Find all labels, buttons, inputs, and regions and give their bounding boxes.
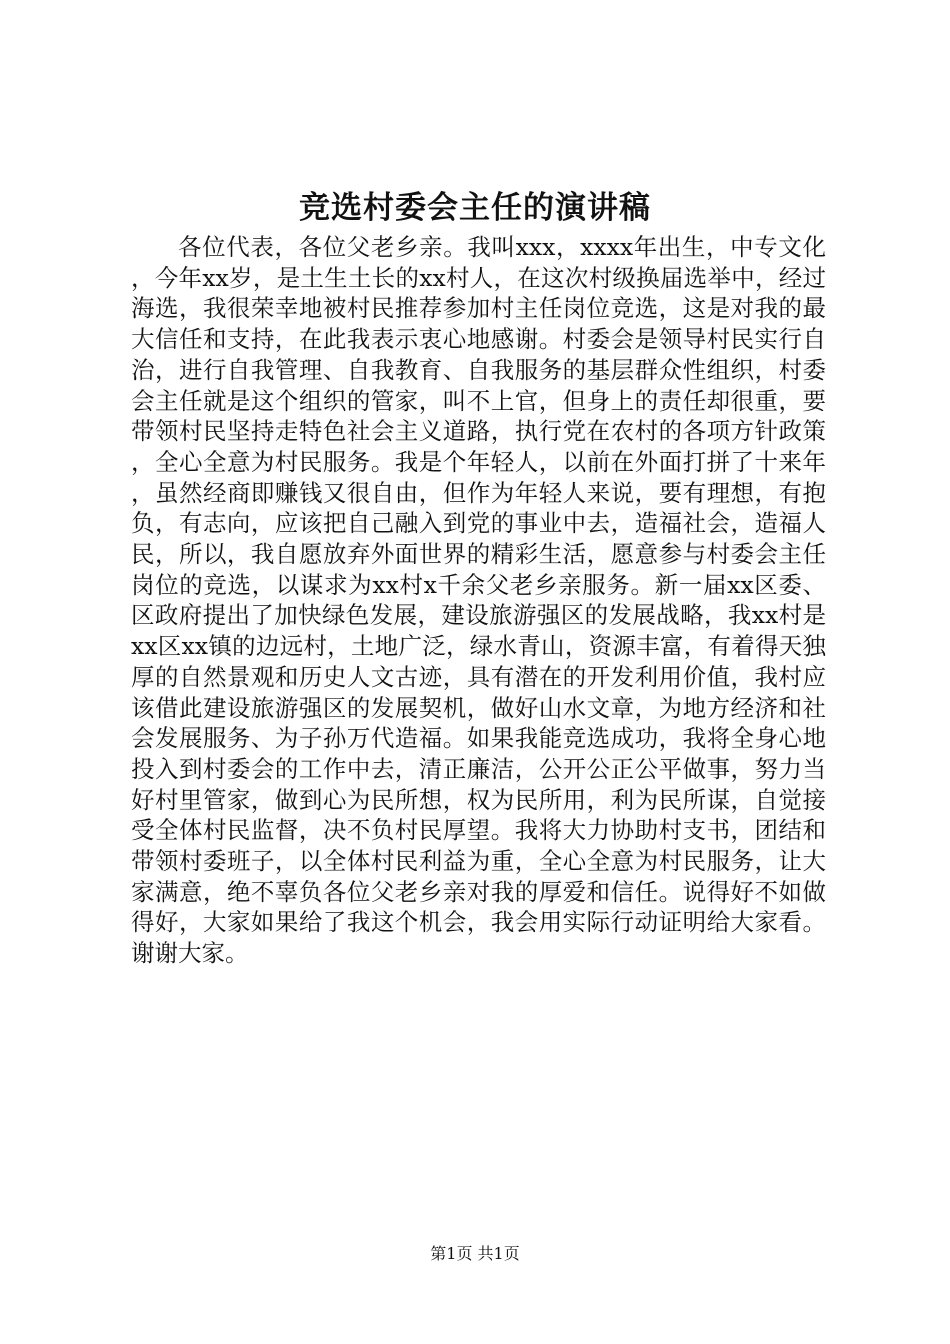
page-number-footer: 第1页 共1页 xyxy=(430,1244,520,1263)
speech-body-paragraph: 各位代表，各位父老乡亲。我叫xxx，xxxx年出生，中专文化，今年xx岁，是土生土长的xx村人，在这次村级换届选举中，经过海选，我很荣幸地被村民推荐参加村主任岗位竞选，这是对我的最大信任和支持，在此我表示衷心地感谢。村委会是领导村民实行自治，进行自我管理、自我教育、自我服务的基层群众性组织，村委会主任就是这个组织的管家，叫不上官，但身上的责任却很重，要带领村民坚持走特色社会主义道路，执行党在农村的各项方针政策，全心全意为村民服务。我是个年轻人，以前在外面打拼了十来年，虽然经商即赚钱又很自由，但作为年轻人来说，要有理想，有抱负，有志向，应该把自己融入到党的事业中去，造福社会，造福人民，所以，我自愿放弃外面世界的精彩生活，愿意参与村委会主任岗位的竞选，以谋求为xx村x千余父老乡亲服务。新一届xx区委、区政府提出了加快绿色发展，建设旅游强区的发展战略，我xx村是xx区xx镇的边远村，土地广泛，绿水青山，资源丰富，有着得天独厚的自然景观和历史人文古迹，具有潜在的开发利用价值，我村应该借此建设旅游强区的发展契机，做好山水文章，为地方经济和社会发展服务、为子孙万代造福。如果我能竞选成功，我将全身心地投入到村委会的工作中去，清正廉洁，公开公正公平做事，努力当好村里管家，做到心为民所想，权为民所用，利为民所谋，自觉接受全体村民监督，决不负村民厚望。我将大力协助村支书，团结和带领村委班子，以全体村民利益为重，全心全意为村民服务，让大家满意，绝不辜负各位父老乡亲对我的厚爱和信任。说得好不如做得好，大家如果给了我这个机会，我会用实际行动证明给大家看。谢谢大家。 xyxy=(131,233,826,968)
document-title: 竞选村委会主任的演讲稿 xyxy=(299,190,651,226)
